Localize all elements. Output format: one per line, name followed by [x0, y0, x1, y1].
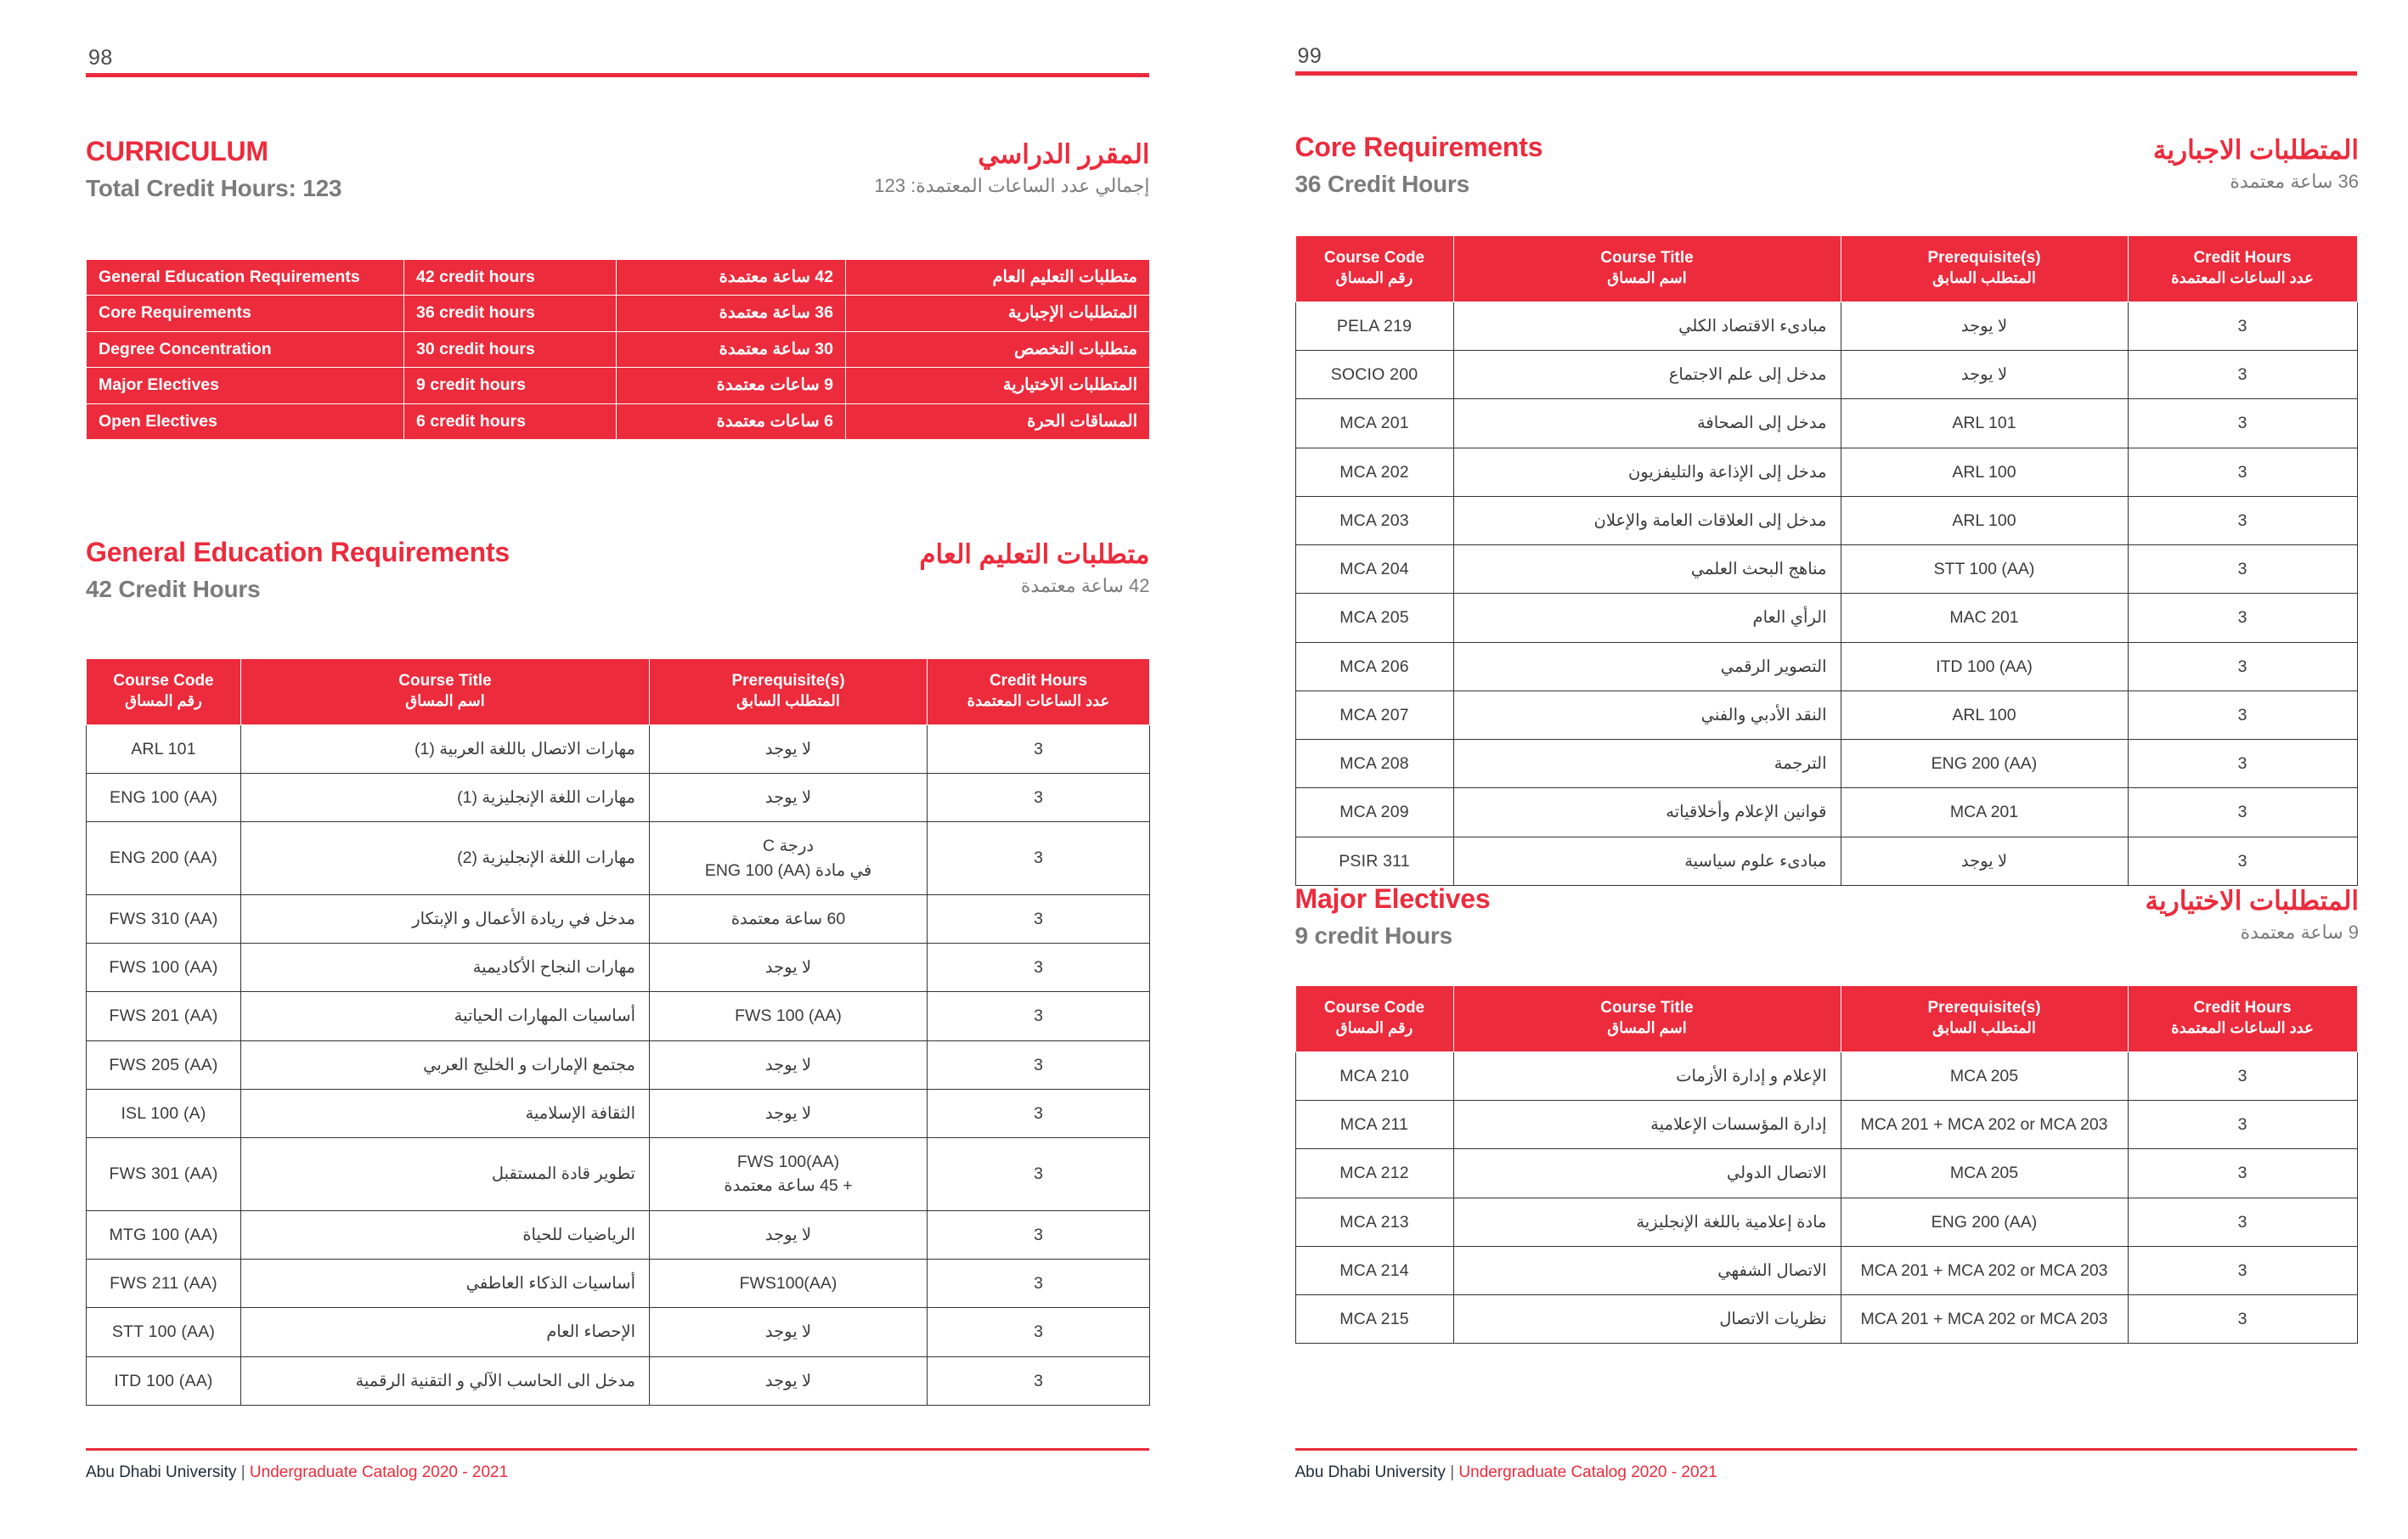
prerequisite-cell: ARL 100 [1841, 691, 2128, 739]
course-title-cell: النقد الأدبي والفني [1453, 691, 1841, 739]
table-row [87, 1356, 1150, 1405]
footer-rule-right [1295, 1448, 2357, 1451]
header-rule-right [1295, 71, 2357, 76]
column-header-en: Prerequisite(s) [731, 672, 845, 690]
table-row [1295, 1246, 2357, 1294]
column-header-3 [1841, 236, 2128, 302]
summary-requirement-label-en: Degree Concentration [87, 331, 404, 367]
column-header-ar: المتطلب السابق [1932, 269, 2036, 287]
credit-hours-cell: 3 [2128, 642, 2357, 691]
course-code-cell: FWS 205 (AA) [87, 1040, 241, 1089]
prerequisite-cell: ARL 100 [1841, 496, 2128, 544]
table-row [1295, 1198, 2357, 1246]
prerequisite-cell: لا يوجد [650, 724, 928, 773]
credit-hours-cell: 3 [2128, 837, 2357, 885]
core-requirements-table [1295, 235, 2358, 886]
major-electives-heading-ar [2146, 885, 2359, 944]
prerequisite-cell [650, 822, 928, 895]
course-code-cell: MCA 201 [1295, 399, 1453, 448]
credit-hours-cell: 3 [928, 1210, 1150, 1259]
credit-hours-cell: 3 [2128, 545, 2357, 594]
course-code-cell: MCA 213 [1295, 1198, 1453, 1246]
core-heading-ar [2153, 134, 2359, 194]
column-header-1 [1295, 236, 1453, 302]
column-header-ar: اسم المساق [1607, 1019, 1687, 1037]
footer-catalog-right: Undergraduate Catalog 2020 - 2021 [1458, 1463, 1717, 1481]
table-row [1295, 691, 2357, 739]
course-code-cell: MCA 211 [1295, 1101, 1453, 1149]
credit-hours-cell: 3 [2128, 740, 2357, 788]
prerequisite-cell: MAC 201 [1841, 594, 2128, 642]
summary-row [87, 331, 1150, 367]
prerequisite-cell: لا يوجد [650, 944, 928, 992]
summary-credit-hours-ar: 42 ساعة معتمدة [617, 260, 846, 296]
course-title-cell: مبادىء الاقتصاد الكلي [1453, 302, 1841, 350]
core-subtitle-en: 36 Credit Hours [1294, 170, 1469, 197]
credit-hours-cell: 3 [2128, 496, 2357, 544]
footer-separator-right: | [1450, 1463, 1455, 1481]
credit-hours-cell: 3 [928, 1260, 1150, 1308]
course-code-cell: PSIR 311 [1295, 837, 1453, 885]
course-title-cell: الاتصال الشفهي [1453, 1246, 1841, 1294]
table-row [1295, 351, 2357, 399]
course-code-cell: FWS 310 (AA) [87, 894, 241, 943]
prerequisite-cell: ARL 100 [1841, 448, 2128, 496]
course-title-cell: الرأي العام [1453, 594, 1841, 642]
credit-hours-summary-table [86, 259, 1150, 440]
prerequisite-line-2: + 45 ساعة معتمدة [724, 1176, 853, 1196]
credit-hours-cell: 3 [2128, 302, 2357, 350]
table-row [87, 1089, 1150, 1137]
course-title-cell: الإعلام و إدارة الأزمات [1453, 1051, 1841, 1100]
column-header-en: Course Title [1600, 249, 1694, 267]
prerequisite-cell: ITD 100 (AA) [1841, 642, 2128, 691]
major-electives-heading-en [1295, 883, 1491, 951]
general-education-requirements-table [86, 658, 1150, 1406]
column-header-3 [650, 659, 928, 725]
credit-hours-cell: 3 [2128, 691, 2357, 739]
column-header-en: Course Code [1323, 999, 1425, 1017]
course-title-cell: مدخل الى الحاسب الآلي و التقنية الرقمية [241, 1356, 650, 1405]
course-code-cell: MCA 214 [1295, 1246, 1453, 1294]
table-row [87, 944, 1150, 992]
prerequisite-cell: لا يوجد [1841, 351, 2128, 399]
prerequisite-cell: ENG 200 (AA) [1841, 740, 2128, 788]
prerequisite-line-2: في مادة ENG 100 (AA) [704, 860, 872, 880]
credit-hours-cell: 3 [2128, 594, 2357, 642]
summary-credit-hours-ar: 6 ساعات معتمدة [617, 403, 846, 439]
credit-hours-cell: 3 [2128, 1051, 2357, 1100]
column-header-en: Credit Hours [2193, 999, 2292, 1017]
column-header-ar: رقم المساق [1335, 269, 1413, 287]
prerequisite-cell: لا يوجد [1841, 837, 2128, 885]
course-title-cell: مبادىء علوم سياسية [1453, 837, 1841, 885]
table-row [87, 1138, 1150, 1211]
column-header-1 [1295, 986, 1453, 1052]
credit-hours-cell: 3 [2128, 1101, 2357, 1149]
column-header-ar: المتطلب السابق [736, 692, 840, 710]
prerequisite-cell: لا يوجد [650, 1089, 928, 1137]
credit-hours-cell: 3 [928, 894, 1150, 943]
course-code-cell: ENG 200 (AA) [87, 822, 241, 895]
prerequisite-cell: MCA 201 [1841, 788, 2128, 837]
column-header-en: Course Title [398, 672, 492, 690]
course-title-cell: مادة إعلامية باللغة الإنجليزية [1453, 1198, 1841, 1246]
summary-requirement-label-ar: متطلبات التخصص [846, 331, 1150, 367]
curriculum-heading-ar [874, 138, 1149, 198]
credit-hours-cell: 3 [2128, 448, 2357, 496]
prerequisite-cell: MCA 201 + MCA 202 or MCA 203 [1841, 1295, 2128, 1344]
column-header-4 [928, 659, 1150, 725]
credit-hours-cell: 3 [2128, 1198, 2357, 1246]
table-row [87, 992, 1150, 1040]
course-code-cell: MCA 206 [1295, 642, 1453, 691]
credit-hours-cell: 3 [2128, 1149, 2357, 1198]
table-header-row [87, 659, 1150, 725]
column-header-ar: المتطلب السابق [1932, 1019, 2036, 1037]
course-code-cell: SOCIO 200 [1295, 351, 1453, 399]
gen-ed-title-ar: متطلبات التعليم العام [919, 539, 1150, 569]
course-code-cell: MCA 215 [1295, 1295, 1453, 1344]
credit-hours-cell: 3 [928, 992, 1150, 1040]
table-row [87, 1210, 1150, 1259]
course-code-cell: MCA 210 [1295, 1051, 1453, 1100]
credit-hours-cell: 3 [928, 1040, 1150, 1089]
curriculum-title-en: CURRICULUM [86, 136, 268, 166]
right-page [1204, 0, 2408, 1539]
course-title-cell: الإحصاء العام [241, 1308, 650, 1356]
curriculum-heading-en [86, 136, 341, 204]
major-electives-table [1295, 985, 2358, 1344]
footer-catalog-left: Undergraduate Catalog 2020 - 2021 [249, 1463, 509, 1481]
summary-row [87, 368, 1150, 403]
credit-hours-cell: 3 [2128, 788, 2357, 837]
summary-credit-hours-ar: 30 ساعة معتمدة [617, 331, 846, 367]
major-electives-title-ar: المتطلبات الاختيارية [2145, 886, 2359, 916]
column-header-ar: عدد الساعات المعتمدة [2171, 269, 2314, 287]
table-row [1295, 788, 2357, 837]
column-header-2 [241, 659, 650, 725]
summary-row [87, 260, 1150, 296]
summary-credit-hours-ar: 36 ساعة معتمدة [617, 296, 846, 331]
table-row [87, 894, 1150, 943]
page-number-right: 99 [1297, 44, 1322, 68]
footer-left [86, 1463, 508, 1482]
page-number-left: 98 [88, 46, 113, 70]
table-row [1295, 740, 2357, 788]
course-code-cell: MCA 207 [1295, 691, 1453, 739]
credit-hours-cell: 3 [928, 1138, 1150, 1211]
footer-university-right: Abu Dhabi University [1294, 1463, 1446, 1481]
prerequisite-cell: لا يوجد [650, 1210, 928, 1259]
column-header-en: Credit Hours [2193, 249, 2292, 267]
course-title-cell: مدخل في ريادة الأعمال و الإبتكار [241, 894, 650, 943]
core-heading-en [1295, 132, 1543, 200]
prerequisite-cell: STT 100 (AA) [1841, 545, 2128, 594]
prerequisite-cell: 60 ساعة معتمدة [650, 894, 928, 943]
column-header-ar: اسم المساق [1607, 269, 1687, 287]
course-title-cell: مهارات اللغة الإنجليزية (2) [241, 822, 650, 895]
course-title-cell: مهارات الاتصال باللغة العربية (1) [241, 724, 650, 773]
prerequisite-cell: ENG 200 (AA) [1841, 1198, 2128, 1246]
credit-hours-cell: 3 [928, 1089, 1150, 1137]
course-title-cell: أساسيات المهارات الحياتية [241, 992, 650, 1040]
prerequisite-cell: لا يوجد [650, 1040, 928, 1089]
course-title-cell: مدخل إلى علم الاجتماع [1453, 351, 1841, 399]
course-code-cell: ISL 100 (A) [87, 1089, 241, 1137]
course-code-cell: FWS 211 (AA) [87, 1260, 241, 1308]
course-title-cell: أساسيات الذكاء العاطفي [241, 1260, 650, 1308]
prerequisite-cell: FWS100(AA) [650, 1260, 928, 1308]
core-subtitle-ar: 36 ساعة معتمدة [2230, 170, 2359, 192]
curriculum-title-ar: المقرر الدراسي [978, 139, 1150, 169]
course-code-cell: PELA 219 [1295, 302, 1453, 350]
table-row [87, 724, 1150, 773]
major-electives-subtitle-en: 9 credit Hours [1294, 922, 1452, 949]
summary-requirement-label-ar: المتطلبات الاختيارية [846, 368, 1150, 403]
prerequisite-cell: لا يوجد [650, 1356, 928, 1405]
summary-requirement-label-en: General Education Requirements [87, 260, 404, 296]
course-code-cell: MCA 202 [1295, 448, 1453, 496]
column-header-en: Prerequisite(s) [1927, 249, 2041, 267]
course-title-cell: الترجمة [1453, 740, 1841, 788]
table-header-row [1295, 986, 2357, 1052]
footer-university-left: Abu Dhabi University [86, 1463, 237, 1481]
course-code-cell: FWS 100 (AA) [87, 944, 241, 992]
course-code-cell: STT 100 (AA) [87, 1308, 241, 1356]
credit-hours-cell: 3 [2128, 1246, 2357, 1294]
credit-hours-cell: 3 [928, 822, 1150, 895]
table-row [1295, 448, 2357, 496]
summary-requirement-label-en: Open Electives [87, 403, 404, 439]
prerequisite-cell: MCA 205 [1841, 1051, 2128, 1100]
table-row [1295, 399, 2357, 448]
table-row [87, 774, 1150, 822]
column-header-en: Course Title [1600, 999, 1694, 1017]
course-code-cell: ARL 101 [87, 724, 241, 773]
summary-credit-hours-en: 36 credit hours [404, 296, 617, 331]
column-header-2 [1453, 236, 1841, 302]
summary-credit-hours-en: 6 credit hours [404, 403, 617, 439]
prerequisite-cell: MCA 201 + MCA 202 or MCA 203 [1841, 1101, 2128, 1149]
column-header-4 [2128, 236, 2357, 302]
table-row [1295, 1101, 2357, 1149]
course-title-cell: مدخل إلى العلاقات العامة والإعلان [1453, 496, 1841, 544]
table-row [1295, 837, 2357, 885]
course-code-cell: MCA 209 [1295, 788, 1453, 837]
table-row [1295, 545, 2357, 594]
course-title-cell: الاتصال الدولي [1453, 1149, 1841, 1198]
course-title-cell: قوانين الإعلام وأخلاقياته [1453, 788, 1841, 837]
credit-hours-cell: 3 [928, 1356, 1150, 1405]
course-code-cell: MTG 100 (AA) [87, 1210, 241, 1259]
credit-hours-cell: 3 [928, 944, 1150, 992]
table-row [1295, 1149, 2357, 1198]
table-row [1295, 496, 2357, 544]
course-title-cell: الثقافة الإسلامية [241, 1089, 650, 1137]
course-code-cell: FWS 201 (AA) [87, 992, 241, 1040]
prerequisite-cell: لا يوجد [1841, 302, 2128, 350]
footer-right [1295, 1463, 1717, 1482]
summary-requirement-label-ar: متطلبات التعليم العام [846, 260, 1150, 296]
table-row [1295, 302, 2357, 350]
course-code-cell: MCA 204 [1295, 545, 1453, 594]
credit-hours-cell: 3 [928, 774, 1150, 822]
course-code-cell: MCA 203 [1295, 496, 1453, 544]
table-row [87, 1260, 1150, 1308]
column-header-ar: عدد الساعات المعتمدة [2171, 1019, 2314, 1037]
prerequisite-cell: FWS 100 (AA) [650, 992, 928, 1040]
course-title-cell: مدخل إلى الإذاعة والتليفزيون [1453, 448, 1841, 496]
table-row [1295, 642, 2357, 691]
course-title-cell: إدارة المؤسسات الإعلامية [1453, 1101, 1841, 1149]
table-row [87, 822, 1150, 895]
summary-requirement-label-en: Core Requirements [87, 296, 404, 331]
course-title-cell: مدخل إلى الصحافة [1453, 399, 1841, 448]
table-row [1295, 1295, 2357, 1344]
footer-separator-left: | [240, 1463, 245, 1481]
column-header-4 [2128, 986, 2357, 1052]
prerequisite-cell: MCA 201 + MCA 202 or MCA 203 [1841, 1246, 2128, 1294]
summary-requirement-label-en: Major Electives [87, 368, 404, 403]
course-title-cell: التصوير الرقمي [1453, 642, 1841, 691]
major-electives-title-en: Major Electives [1294, 883, 1491, 914]
course-code-cell: MCA 212 [1295, 1149, 1453, 1198]
course-title-cell: مهارات النجاح الأكاديمية [241, 944, 650, 992]
column-header-ar: رقم المساق [1335, 1019, 1413, 1037]
table-header-row [1295, 236, 2357, 302]
header-rule-left [86, 73, 1149, 77]
course-code-cell: FWS 301 (AA) [87, 1138, 241, 1211]
table-row [87, 1308, 1150, 1356]
course-title-cell: مهارات اللغة الإنجليزية (1) [241, 774, 650, 822]
column-header-en: Prerequisite(s) [1927, 999, 2041, 1017]
summary-row [87, 403, 1150, 439]
prerequisite-line-1: FWS 100(AA) [736, 1153, 840, 1172]
course-code-cell: ITD 100 (AA) [87, 1356, 241, 1405]
prerequisite-cell [650, 1138, 928, 1211]
credit-hours-cell: 3 [2128, 351, 2357, 399]
course-code-cell: MCA 208 [1295, 740, 1453, 788]
prerequisite-cell: MCA 205 [1841, 1149, 2128, 1198]
core-title-ar: المتطلبات الاجبارية [2152, 135, 2359, 165]
table-row [87, 1040, 1150, 1089]
course-code-cell: ENG 100 (AA) [87, 774, 241, 822]
prerequisite-cell: لا يوجد [650, 1308, 928, 1356]
gen-ed-subtitle-ar: 42 ساعة معتمدة [1020, 574, 1150, 596]
curriculum-subtitle-ar: إجمالي عدد الساعات المعتمدة: 123 [874, 174, 1150, 196]
column-header-1 [87, 659, 241, 725]
column-header-3 [1841, 986, 2128, 1052]
course-title-cell: نظريات الاتصال [1453, 1295, 1841, 1344]
credit-hours-cell: 3 [928, 724, 1150, 773]
course-title-cell: الرياضيات للحياة [241, 1210, 650, 1259]
column-header-en: Course Code [1323, 249, 1425, 267]
curriculum-subtitle-en: Total Credit Hours: 123 [86, 174, 342, 201]
gen-ed-title-en: General Education Requirements [86, 537, 510, 567]
course-code-cell: MCA 205 [1295, 594, 1453, 642]
table-row [1295, 1051, 2357, 1100]
credit-hours-cell: 3 [2128, 399, 2357, 448]
summary-row [87, 296, 1150, 331]
column-header-en: Course Code [113, 672, 214, 690]
column-header-ar: عدد الساعات المعتمدة [967, 692, 1110, 710]
summary-requirement-label-ar: المساقات الحرة [846, 403, 1150, 439]
summary-credit-hours-en: 9 credit hours [404, 368, 617, 403]
summary-requirement-label-ar: المتطلبات الإجبارية [846, 296, 1150, 331]
summary-credit-hours-en: 30 credit hours [404, 331, 617, 367]
summary-credit-hours-en: 42 credit hours [404, 260, 617, 296]
credit-hours-cell: 3 [2128, 1295, 2357, 1344]
column-header-en: Credit Hours [989, 672, 1088, 690]
footer-rule-left [86, 1448, 1149, 1451]
credit-hours-cell: 3 [928, 1308, 1150, 1356]
summary-credit-hours-ar: 9 ساعات معتمدة [617, 368, 846, 403]
course-title-cell: تطوير قادة المستقبل [241, 1138, 650, 1211]
course-title-cell: مناهج البحث العلمي [1453, 545, 1841, 594]
gen-ed-heading-ar [919, 538, 1149, 598]
prerequisite-cell: ARL 101 [1841, 399, 2128, 448]
course-title-cell: مجتمع الإمارات و الخليج العربي [241, 1040, 650, 1089]
prerequisite-cell: لا يوجد [650, 774, 928, 822]
column-header-ar: اسم المساق [405, 692, 485, 710]
core-title-en: Core Requirements [1294, 132, 1543, 162]
column-header-ar: رقم المساق [125, 692, 202, 710]
column-header-2 [1453, 986, 1841, 1052]
table-row [1295, 594, 2357, 642]
prerequisite-line-1: درجة C [762, 837, 815, 856]
major-electives-subtitle-ar: 9 ساعة معتمدة [2240, 921, 2359, 943]
gen-ed-subtitle-en: 42 Credit Hours [86, 575, 261, 602]
gen-ed-heading-en [86, 537, 510, 605]
